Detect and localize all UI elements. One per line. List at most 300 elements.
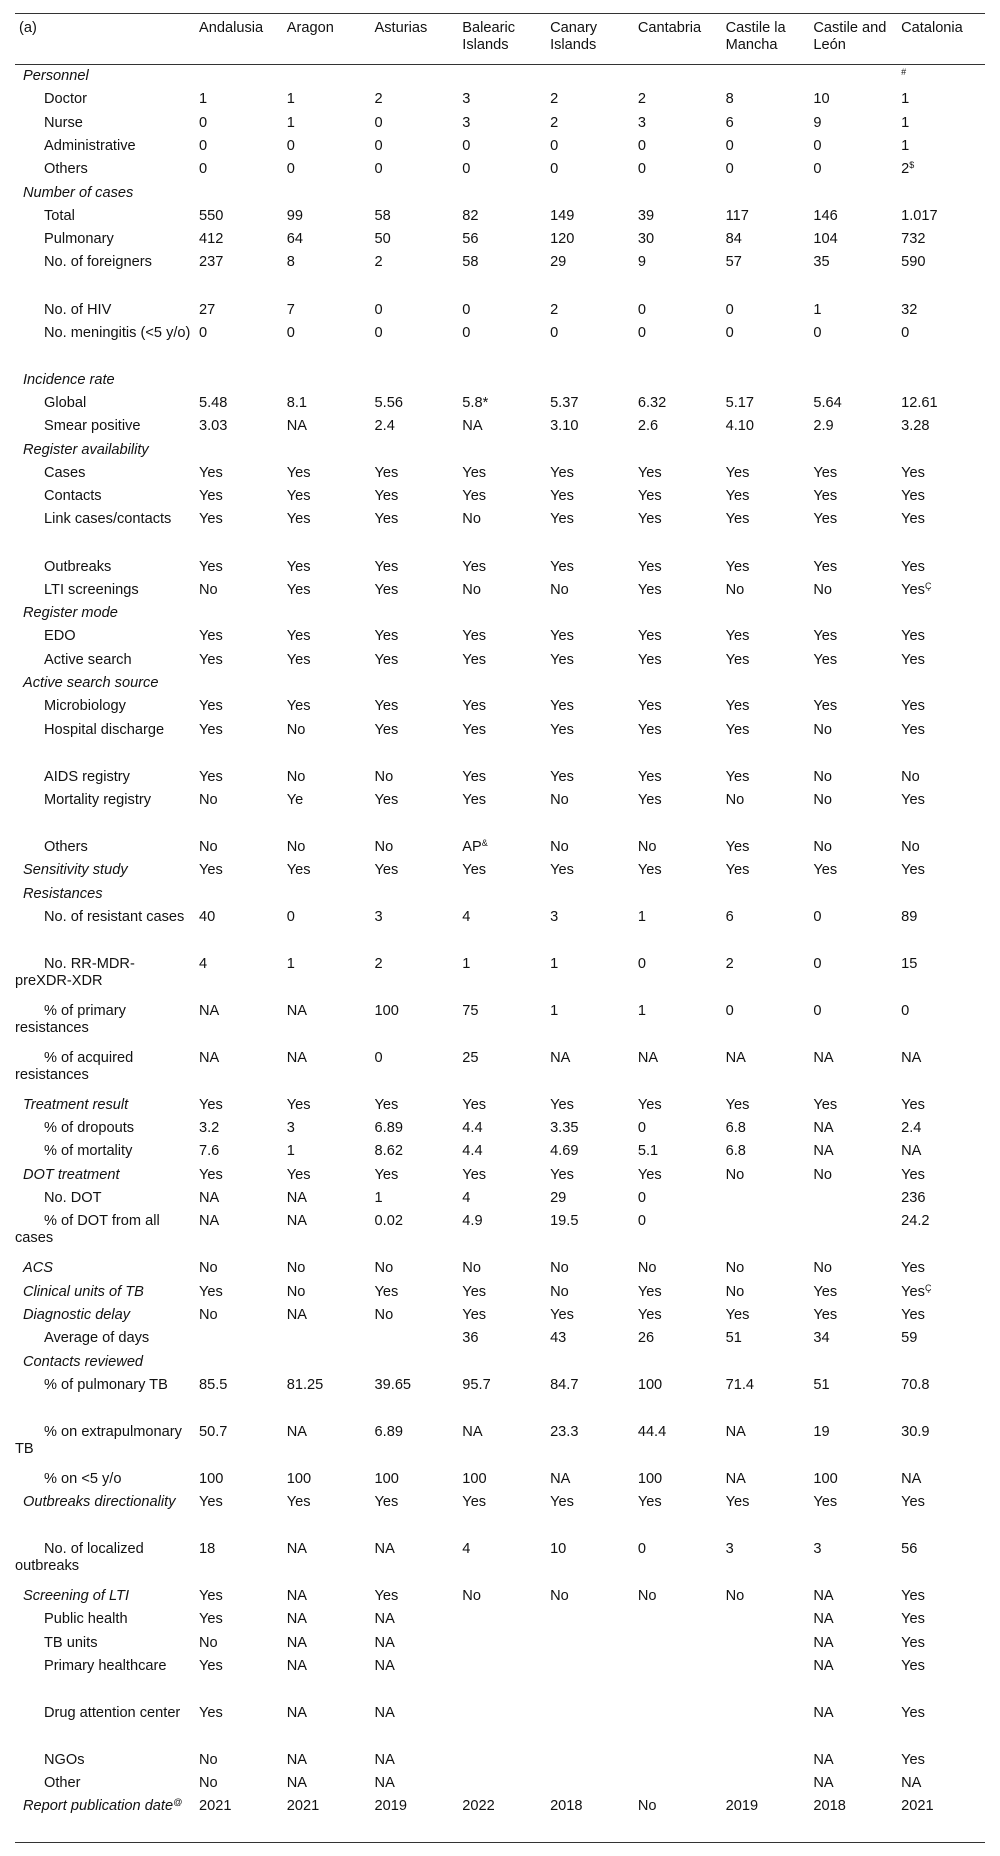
cell-value: Yes (550, 628, 574, 645)
cell-value: 0 (462, 161, 471, 178)
cell-value: 0 (725, 1002, 734, 1019)
table-cell (546, 836, 634, 859)
cell-value: 0 (637, 955, 646, 972)
cell-value: 2 (550, 91, 559, 108)
table-cell (722, 1327, 810, 1350)
cell-value: NA (550, 1470, 571, 1487)
cell-value: Yes (813, 1096, 838, 1113)
cell-value: 35 (813, 254, 830, 271)
row-label-text: Personnel (23, 68, 89, 85)
cell-value: NA (286, 1634, 308, 1651)
cell-value: 236 (901, 1190, 926, 1207)
cell-value: Yes (462, 791, 487, 808)
table-cell (371, 1608, 459, 1631)
section-label (15, 369, 195, 392)
table-cell (195, 672, 283, 695)
table-cell (634, 1421, 722, 1468)
table-cell (371, 1257, 459, 1280)
table-cell (809, 1327, 897, 1350)
cell-value: NA (901, 1470, 922, 1487)
row-label-text: % of DOT from all cases (15, 1213, 160, 1247)
row-label-text: Administrative (44, 138, 136, 155)
table-cell (371, 508, 459, 555)
cell-value: Yes (286, 511, 311, 528)
cell-value: 4.10 (725, 418, 754, 435)
table-cell (195, 1257, 283, 1280)
table-cell (809, 251, 897, 298)
cell-value: Yes (462, 1493, 487, 1510)
cell-value: 0 (901, 324, 910, 341)
cell-value: 3.35 (550, 1120, 579, 1137)
table-cell (546, 1374, 634, 1421)
cell-value: Yes (901, 1657, 925, 1674)
table-cell (283, 882, 371, 905)
section-row (15, 1350, 985, 1373)
table-cell (458, 649, 546, 672)
cell-value: 71.4 (725, 1376, 754, 1393)
table-cell (722, 1772, 810, 1795)
row-label-text: No. of localized outbreaks (15, 1540, 144, 1574)
cell-value: 30 (637, 231, 655, 248)
row-label-text: No. DOT (44, 1190, 102, 1207)
table-cell (722, 1608, 810, 1631)
cell-value: Yes (286, 488, 311, 505)
section-label (15, 1491, 195, 1538)
table-cell (634, 1327, 722, 1350)
cell-value: No (637, 1588, 657, 1605)
cell-value: Yes (901, 791, 925, 808)
table-cell (195, 859, 283, 882)
cell-value: 1 (550, 1002, 559, 1019)
table-cell (546, 695, 634, 718)
section-label (15, 859, 195, 882)
table-cell (283, 415, 371, 438)
cell-value: No (199, 1775, 218, 1792)
cell-value: NA (286, 1611, 308, 1628)
cell-value: Yes (725, 651, 750, 668)
table-cell (634, 579, 722, 602)
row-label-text: Cases (44, 465, 86, 481)
table-cell (634, 695, 722, 718)
row-label-text: Resistances (23, 885, 103, 902)
cell-value: 0 (462, 138, 471, 155)
cell-value: 0 (901, 1002, 910, 1019)
cell-value: 1 (550, 955, 559, 972)
table-cell (634, 1164, 722, 1187)
table-cell (195, 1140, 283, 1163)
table-cell (283, 181, 371, 204)
cell-value: Yes (901, 1283, 925, 1300)
cell-value: Yes (286, 1166, 311, 1183)
table-row (15, 1655, 985, 1702)
table-row (15, 906, 985, 953)
cell-value: Yes (901, 558, 925, 575)
section-row (15, 672, 985, 695)
row-label-text: Contacts reviewed (23, 1353, 144, 1370)
table-cell (195, 228, 283, 251)
cell-value: NA (286, 1752, 308, 1769)
table-cell (195, 906, 283, 953)
cell-value: 4.9 (462, 1213, 483, 1230)
cell-value: NA (813, 1775, 834, 1792)
row-label-text: DOT treatment (23, 1166, 120, 1183)
cell-value: Yes (637, 651, 662, 668)
cell-value: 2.6 (637, 418, 659, 435)
table-cell (458, 322, 546, 369)
table-cell (458, 1187, 546, 1210)
table-cell (195, 1468, 283, 1491)
table-cell (458, 1000, 546, 1047)
table-cell (371, 112, 459, 135)
table-cell (809, 369, 897, 392)
table-row (15, 953, 985, 1000)
cell-value: 0 (550, 138, 559, 155)
cell-value: Yes (462, 1306, 487, 1323)
cell-value: Yes (550, 768, 574, 785)
cell-value: 0 (813, 908, 822, 925)
table-cell (371, 859, 459, 882)
table-cell (195, 1047, 283, 1094)
table-cell (897, 1094, 985, 1117)
cell-value: Yes (199, 721, 223, 738)
table-row (15, 392, 985, 415)
cell-value: Yes (637, 581, 662, 598)
table-cell (371, 953, 459, 1000)
table-cell (458, 1281, 546, 1304)
table-cell (195, 1094, 283, 1117)
table-cell (809, 228, 897, 251)
table-cell (195, 1702, 283, 1749)
table-row (15, 1632, 985, 1655)
section-label (15, 1257, 195, 1280)
table-cell (897, 298, 985, 321)
table-cell (195, 508, 283, 555)
cell-value: No (199, 1752, 218, 1769)
cell-value: No (462, 511, 481, 528)
cell-value: 0 (374, 161, 383, 178)
cell-value: NA (901, 1143, 922, 1160)
table-cell (371, 392, 459, 415)
cell-value: 1 (286, 955, 295, 972)
table-cell (546, 1187, 634, 1210)
table-cell (634, 836, 722, 859)
cell-value: 32 (901, 301, 918, 318)
cell-value: Yes (637, 721, 662, 738)
table-cell (722, 836, 810, 859)
table-cell (897, 1350, 985, 1373)
table-cell (897, 1327, 985, 1350)
table-cell (722, 205, 810, 228)
cell-value: NA (286, 1049, 308, 1066)
cell-value: No (286, 721, 306, 738)
cell-value: 2018 (550, 1798, 583, 1815)
cell-value: Yes (901, 465, 925, 481)
cell-value: 34 (813, 1330, 830, 1347)
cell-value: 0 (550, 161, 559, 178)
row-label (15, 88, 195, 111)
cell-value: 85.5 (199, 1376, 228, 1393)
cell-value: No (637, 838, 657, 855)
row-label (15, 1117, 195, 1140)
table-row (15, 88, 985, 111)
table-cell (458, 485, 546, 508)
row-label (15, 298, 195, 321)
cell-value: Yes (550, 721, 574, 738)
row-label-text: Number of cases (23, 184, 134, 201)
table-cell (283, 322, 371, 369)
cell-value: 1.017 (901, 207, 938, 224)
row-label (15, 392, 195, 415)
table-cell (283, 112, 371, 135)
cell-value: 0 (637, 324, 646, 341)
cell-value: 2 (374, 254, 383, 271)
table-cell (283, 88, 371, 111)
cell-value: Yes (462, 488, 487, 505)
table-cell (195, 135, 283, 158)
table-cell (283, 1257, 371, 1280)
cell-value: 30.9 (901, 1423, 930, 1440)
table-row (15, 415, 985, 438)
cell-value: Yes (374, 862, 399, 879)
table-cell (195, 1772, 283, 1795)
cell-value: 2021 (199, 1798, 232, 1815)
table-cell (722, 649, 810, 672)
table-cell (371, 1468, 459, 1491)
table-cell (458, 1795, 546, 1843)
table-cell (634, 906, 722, 953)
cell-value: NA (286, 418, 308, 435)
cell-value: 57 (725, 254, 742, 271)
table-cell (722, 1000, 810, 1047)
cell-value: 0 (725, 161, 734, 178)
table-cell (195, 439, 283, 462)
table-cell (897, 882, 985, 905)
table-cell (195, 789, 283, 836)
cell-value: NA (199, 1002, 220, 1019)
table-cell (458, 228, 546, 251)
table-row (15, 1210, 985, 1257)
section-row (15, 859, 985, 882)
table-cell (722, 1795, 810, 1843)
cell-value: No (725, 1588, 745, 1605)
table-cell (809, 88, 897, 111)
table-cell (458, 1327, 546, 1350)
cell-value: NA (374, 1540, 395, 1557)
tb-surveillance-table (15, 13, 985, 1843)
cell-value: Yes (637, 1283, 662, 1300)
cell-value: No (550, 1260, 569, 1277)
cell-value: No (199, 838, 218, 855)
cell-value: Yes (901, 581, 925, 598)
row-label-text: Microbiology (44, 698, 126, 715)
table-row (15, 836, 985, 859)
table-cell (283, 369, 371, 392)
table-cell (546, 65, 634, 89)
cell-value: Yes (286, 628, 311, 645)
table-cell (722, 672, 810, 695)
table-row (15, 1327, 985, 1350)
cell-value: 2 (550, 301, 559, 318)
row-label-text: Register mode (23, 605, 118, 622)
table-row (15, 508, 985, 555)
table-cell (458, 789, 546, 836)
cell-value: Yes (813, 488, 838, 505)
table-cell (809, 882, 897, 905)
table-cell (283, 1795, 371, 1843)
header-label-cell: (a) (19, 20, 37, 36)
cell-value: Yes (550, 1096, 574, 1113)
table-cell (458, 766, 546, 789)
table-cell (371, 369, 459, 392)
row-label-text: EDO (44, 628, 76, 645)
cell-value: NA (286, 1423, 308, 1440)
table-cell (897, 205, 985, 228)
table-cell (195, 1187, 283, 1210)
table-cell (195, 88, 283, 111)
table-cell (722, 1140, 810, 1163)
table-cell (283, 1538, 371, 1585)
table-cell (809, 695, 897, 718)
cell-value: NA (286, 1588, 308, 1605)
table-cell (458, 1117, 546, 1140)
cell-value: 3.03 (199, 418, 228, 435)
table-cell (809, 1538, 897, 1585)
table-cell (195, 1210, 283, 1257)
table-cell (458, 906, 546, 953)
cell-value: 40 (199, 908, 216, 925)
cell-value: 1 (637, 908, 646, 925)
header-region-cell: Castile and León (813, 20, 887, 53)
table-cell (809, 462, 897, 485)
table-cell (634, 1491, 722, 1538)
cell-value: Yes (286, 558, 311, 575)
cell-value: 5.8* (462, 395, 489, 412)
cell-value: NA (286, 1002, 308, 1019)
cell-value: 12.61 (901, 395, 938, 412)
footnote-marker: # (901, 67, 907, 78)
cell-value: 56 (462, 231, 479, 248)
table-cell (283, 1632, 371, 1655)
table-cell (722, 135, 810, 158)
table-cell (546, 439, 634, 462)
cell-value: NA (725, 1423, 746, 1440)
table-cell (195, 1538, 283, 1585)
cell-value: 29 (550, 1190, 567, 1207)
cell-value: Yes (199, 862, 223, 879)
cell-value: No (199, 1634, 218, 1651)
table-cell (634, 1655, 722, 1702)
row-label (15, 135, 195, 158)
table-cell (546, 251, 634, 298)
table-cell (722, 462, 810, 485)
row-label (15, 1538, 195, 1585)
section-label (15, 1585, 195, 1608)
cell-value: 51 (725, 1330, 742, 1347)
footnote-marker: @ (173, 1797, 183, 1808)
cell-value: 0 (637, 1540, 646, 1557)
table-cell (371, 695, 459, 718)
cell-value: NA (550, 1049, 571, 1066)
cell-value: 237 (199, 254, 224, 271)
table-cell (283, 1187, 371, 1210)
table-cell (283, 1585, 371, 1608)
cell-value: 43 (550, 1330, 567, 1347)
section-row (15, 439, 985, 462)
cell-value: 89 (901, 908, 918, 925)
table-cell (371, 298, 459, 321)
table-cell (458, 695, 546, 718)
cell-value: Yes (637, 1166, 662, 1183)
cell-value: Yes (725, 628, 750, 645)
table-cell (897, 1421, 985, 1468)
table-cell (634, 112, 722, 135)
table-cell (283, 1327, 371, 1350)
table-cell (371, 1281, 459, 1304)
table-cell (809, 625, 897, 648)
table-cell (897, 1795, 985, 1843)
cell-value: Yes (462, 465, 487, 481)
row-label (15, 1772, 195, 1795)
cell-value: 100 (637, 1470, 663, 1487)
table-body (15, 65, 985, 1843)
cell-value: 4 (462, 908, 471, 925)
table-cell (458, 1257, 546, 1280)
table-cell (546, 508, 634, 555)
row-label (15, 1327, 195, 1350)
table-cell (809, 1772, 897, 1795)
table-cell (283, 836, 371, 859)
row-label (15, 1632, 195, 1655)
table-cell (195, 579, 283, 602)
cell-value: Yes (901, 1752, 925, 1769)
table-cell (809, 1585, 897, 1608)
cell-value: 70.8 (901, 1376, 930, 1393)
table-cell (371, 1327, 459, 1350)
cell-value: 23.3 (550, 1423, 579, 1440)
table-cell (195, 462, 283, 485)
row-label-text: LTI screenings (44, 581, 139, 598)
table-cell (897, 251, 985, 298)
table-cell (546, 1491, 634, 1538)
table-cell (897, 1772, 985, 1795)
table-cell (897, 906, 985, 953)
cell-value: Yes (199, 488, 223, 505)
table-cell (458, 1702, 546, 1749)
cell-value: 0 (637, 1190, 646, 1207)
cell-value: Yes (901, 721, 925, 738)
cell-value: NA (813, 1704, 834, 1721)
cell-value: 3 (725, 1540, 734, 1557)
table-cell (458, 1608, 546, 1631)
cell-value: No (813, 581, 833, 598)
table-cell (897, 1210, 985, 1257)
row-label-text: Mortality registry (44, 791, 152, 808)
row-label (15, 649, 195, 672)
cell-value: 100 (462, 1470, 487, 1487)
table-cell (283, 158, 371, 181)
cell-value: No (813, 838, 833, 855)
row-label-text: ACS (23, 1260, 54, 1277)
cell-value: No (374, 1306, 394, 1323)
cell-value: Yes (550, 488, 574, 505)
table-cell (283, 1164, 371, 1187)
table-cell (634, 1772, 722, 1795)
cell-value: Yes (199, 768, 223, 785)
cell-value: 5.1 (637, 1143, 659, 1160)
row-label-text: No. of resistant cases (44, 908, 185, 925)
cell-value: Yes (901, 1260, 925, 1277)
cell-value: Yes (725, 721, 750, 738)
